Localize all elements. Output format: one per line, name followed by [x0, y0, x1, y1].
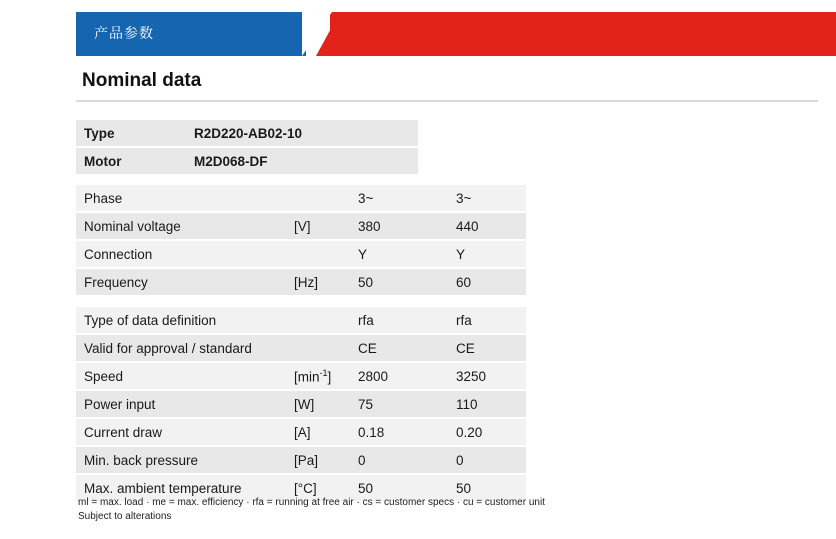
table-row	[76, 185, 526, 212]
row-unit: [Hz]	[286, 268, 350, 296]
table-group-spacer	[76, 296, 526, 307]
row-value-1: 50	[350, 474, 448, 502]
section-header	[76, 64, 818, 102]
row-value-1: 0	[350, 446, 448, 474]
row-value-1: 75	[350, 390, 448, 418]
page-title: Nominal data	[82, 70, 202, 91]
row-unit: [°C]	[286, 474, 350, 502]
row-label: Speed	[76, 362, 286, 390]
unit-base: [min	[294, 369, 320, 385]
footnote-line-1: ml = max. load · me = max. efficiency · rfa = running at free air · cs = customer specs · cu = customer unit	[78, 497, 545, 508]
type-value: R2D220-AB02-10	[186, 120, 418, 147]
row-unit: [A]	[286, 418, 350, 446]
table-row	[76, 268, 526, 296]
row-value-1: rfa	[350, 307, 448, 334]
row-value-1: 2800	[350, 362, 448, 390]
row-label: Nominal voltage	[76, 212, 286, 240]
table-row	[76, 362, 526, 390]
type-label: Type	[76, 120, 186, 147]
row-unit	[286, 240, 350, 268]
footnote-line-2: Subject to alterations	[78, 511, 172, 522]
row-value-2: CE	[448, 334, 526, 362]
row-label: Type of data definition	[76, 307, 286, 334]
row-unit: [Pa]	[286, 446, 350, 474]
row-value-2: 3~	[448, 185, 526, 212]
row-label: Valid for approval / standard	[76, 334, 286, 362]
table-row	[76, 334, 526, 362]
row-label: Max. ambient temperature	[76, 474, 286, 502]
row-label: Current draw	[76, 418, 286, 446]
row-label: Power input	[76, 390, 286, 418]
row-unit: [W]	[286, 390, 350, 418]
table-row	[76, 212, 526, 240]
row-value-2: 3250	[448, 362, 526, 390]
motor-label: Motor	[76, 147, 186, 175]
row-label: Connection	[76, 240, 286, 268]
row-value-1: CE	[350, 334, 448, 362]
table-row	[76, 446, 526, 474]
row-value-2: Y	[448, 240, 526, 268]
row-value-2: rfa	[448, 307, 526, 334]
row-unit	[286, 334, 350, 362]
row-value-1: 0.18	[350, 418, 448, 446]
table-row	[76, 418, 526, 446]
unit-exponent: -1	[319, 367, 328, 378]
row-value-2: 0.20	[448, 418, 526, 446]
row-value-1: Y	[350, 240, 448, 268]
spacer-cell	[76, 296, 526, 307]
row-value-2: 440	[448, 212, 526, 240]
row-value-1: 50	[350, 268, 448, 296]
row-unit	[286, 362, 350, 390]
motor-value: M2D068-DF	[186, 147, 418, 175]
row-value-1: 380	[350, 212, 448, 240]
row-unit	[286, 185, 350, 212]
row-value-2: 110	[448, 390, 526, 418]
row-value-2: 0	[448, 446, 526, 474]
row-label: Min. back pressure	[76, 446, 286, 474]
row-value-2: 60	[448, 268, 526, 296]
footnote	[78, 496, 778, 524]
row-unit	[286, 307, 350, 334]
table-row	[76, 147, 418, 175]
banner-red-block	[330, 12, 836, 56]
banner-title: 产品参数	[94, 26, 154, 42]
nominal-data-table	[76, 185, 526, 503]
table-row	[76, 390, 526, 418]
row-unit: [V]	[286, 212, 350, 240]
row-value-2: 50	[448, 474, 526, 502]
unit-tail: ]	[327, 369, 332, 385]
type-table	[76, 120, 418, 176]
header-banner	[76, 12, 836, 56]
table-row	[76, 120, 418, 147]
table-row	[76, 240, 526, 268]
row-label: Phase	[76, 185, 286, 212]
row-label: Frequency	[76, 268, 286, 296]
table-row	[76, 307, 526, 334]
banner-white-slant	[302, 12, 332, 56]
row-value-1: 3~	[350, 185, 448, 212]
